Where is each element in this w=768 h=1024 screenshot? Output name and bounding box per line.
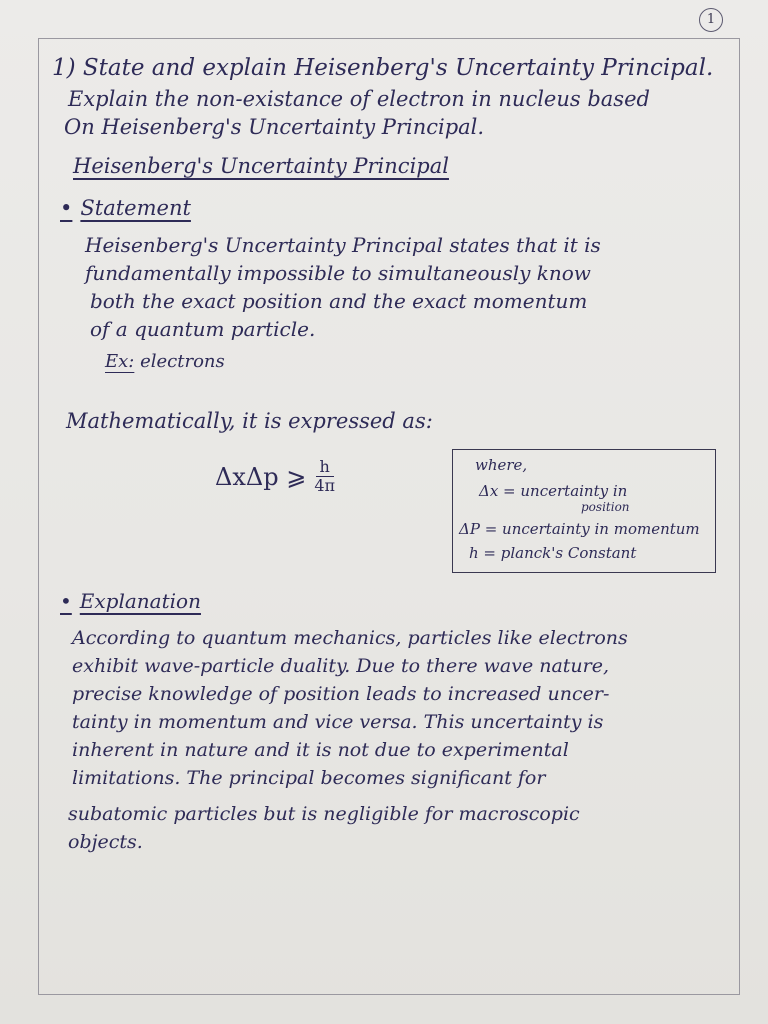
where-line-2: position — [581, 500, 630, 514]
formula-fraction — [314, 458, 335, 495]
explanation-label: • Explanation — [60, 588, 201, 614]
explanation-line-6: limitations. The principal becomes significant for — [72, 767, 546, 789]
where-line-4: h = planck's Constant — [469, 544, 637, 562]
explanation-line-5: inherent in nature and it is not due to experimental — [72, 739, 569, 761]
statement-label: • Statement — [60, 195, 191, 221]
uncertainty-formula — [215, 458, 335, 495]
formula-numerator: h — [316, 458, 334, 477]
question-line-3: On Heisenberg's Uncertainty Principal. — [64, 115, 485, 139]
where-line-1: Δx = uncertainty in — [479, 482, 628, 500]
explanation-line-4: tainty in momentum and vice versa. This uncertainty is — [72, 711, 604, 733]
section-heading: Heisenberg's Uncertainty Principal — [73, 154, 449, 178]
example-label: Ex: — [105, 351, 135, 372]
statement-line-4: of a quantum particle. — [90, 317, 316, 341]
example-text: electrons — [140, 351, 225, 372]
formula-denominator: 4π — [314, 476, 336, 495]
statement-line-3: both the exact position and the exact momentum — [90, 289, 588, 313]
explanation-line-1: According to quantum mechanics, particles like electrons — [72, 627, 628, 649]
statement-line-2: fundamentally impossible to simultaneously know — [85, 261, 591, 285]
explanation-line-7: subatomic particles but is negligible for macroscopic — [68, 803, 580, 825]
where-box — [452, 449, 716, 573]
page-number: 1 — [699, 8, 723, 32]
explanation-line-3: precise knowledge of position leads to increased uncer- — [72, 683, 610, 705]
where-line-3: ΔP = uncertainty in momentum — [459, 520, 700, 538]
formula-lhs: ΔxΔp ⩾ — [215, 462, 307, 491]
explanation-line-2: exhibit wave-particle duality. Due to there wave nature, — [72, 655, 610, 677]
question-line-2: Explain the non-existance of electron in nucleus based — [68, 87, 650, 111]
where-title: where, — [475, 456, 528, 474]
statement-line-1: Heisenberg's Uncertainty Principal states that it is — [85, 233, 601, 257]
question-line-1: 1) State and explain Heisenberg's Uncertainty Principal. — [52, 55, 714, 81]
example-line — [105, 349, 225, 375]
explanation-line-8: objects. — [68, 831, 143, 853]
math-intro: Mathematically, it is expressed as: — [66, 409, 433, 433]
